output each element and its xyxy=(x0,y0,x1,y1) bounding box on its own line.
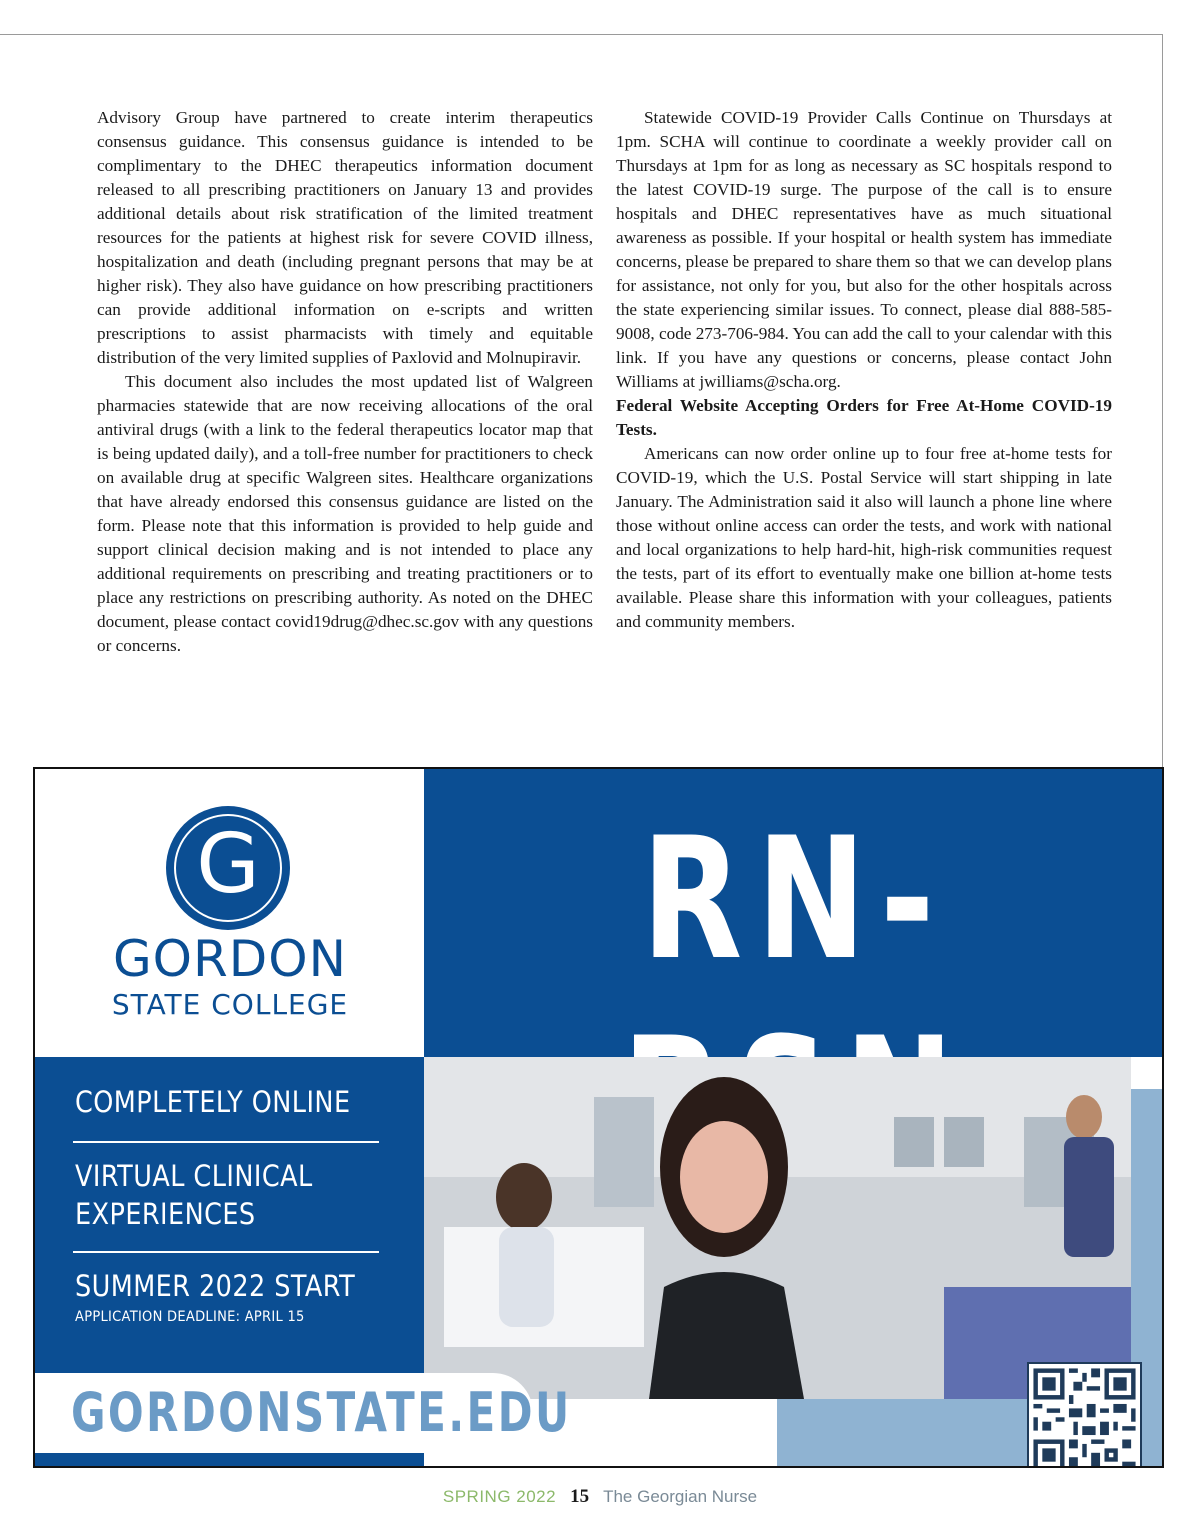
article-paragraph: Advisory Group have partnered to create interim therapeutics consensus guidance. This consensus guidance is intended to be complimentary to the DHEC therapeutics information document released to all prescribing practitioners on January 13 and provides additional details about risk stratification of the limited treatment resources for the patients at highest risk for severe COVID illness, hospitalization and death (including pregnant persons that may be at higher risk). They also have guidance on how prescribing practitioners can provide additional information on e-scripts and written prescriptions to assist pharmacists with timely and equitable distribution of the very limited supplies of Paxlovid and Molnupiravir. xyxy=(97,108,593,367)
article-right-column xyxy=(616,106,1112,634)
article-left-column xyxy=(97,106,593,658)
publication-name: The Georgian Nurse xyxy=(603,1487,758,1506)
feature-virtual-clinical: VIRTUAL CLINICAL EXPERIENCES xyxy=(75,1159,313,1231)
college-name: GORDON xyxy=(112,930,348,988)
feature-online: COMPLETELY ONLINE xyxy=(75,1085,351,1119)
college-logo-emblem xyxy=(166,806,290,930)
feature-start-date: SUMMER 2022 START xyxy=(75,1269,356,1303)
qr-code-graphic xyxy=(1029,1364,1140,1468)
logo-letter: G xyxy=(196,817,260,912)
program-headline: RN- xyxy=(641,801,949,997)
page-frame-right-line xyxy=(1162,34,1163,774)
college-subname: STATE COLLEGE xyxy=(111,988,349,1021)
footer-issue: SPRING 2022 xyxy=(442,1487,557,1506)
nursing-students-photo xyxy=(424,1057,1131,1399)
feature-divider xyxy=(73,1251,379,1253)
page-frame-top-line xyxy=(0,34,1163,35)
page-number: 15 xyxy=(570,1486,590,1507)
application-deadline: APPLICATION DEADLINE: APRIL 15 xyxy=(75,1309,305,1325)
gordon-state-advertisement xyxy=(33,767,1164,1468)
feature-divider xyxy=(73,1141,379,1143)
article-paragraph: This document also includes the most updated list of Walgreen pharmacies statewide that are now receiving allocations of the oral antiviral drugs (with a link to the federal therapeutics locator map that is being updated daily), and a toll-free number for practitioners to check on available drug at specific Walgreen sites. Healthcare organizations that have already endorsed this consensus guidance are listed on the form. Please note that this information is provided to help guide and support clinical decision making and is not intended to place any additional requirements on prescribing and treating practitioners or to place any restrictions on prescribing authority. As noted on the DHEC document, please contact covid19drug@dhec.sc.gov with any questions or concerns. xyxy=(97,372,593,655)
page-footer xyxy=(0,1486,1200,1508)
qr-code[interactable] xyxy=(1027,1362,1142,1468)
article-paragraph: Americans can now order online up to four free at-home tests for COVID-19, which the U.S. Postal Service will start shipping in late January. The Administration said it also will launch a phone line where those without online access can order the tests, and work with national and local organizations to help hard-hit, high-risk communities request the tests, part of its effort to eventually make one billion at-home tests available. Please share this information with your colleagues, patients and community members. xyxy=(616,444,1112,631)
college-website-url[interactable]: GORDONSTATE.EDU xyxy=(71,1381,572,1444)
article-subheading: Federal Website Accepting Orders for Free At-Home COVID-19 Tests. xyxy=(616,396,1112,439)
photo-illustration xyxy=(424,1057,1131,1399)
article-paragraph: Statewide COVID-19 Provider Calls Continue on Thursdays at 1pm. SCHA will continue to coordinate a weekly provider call on Thursdays at 1pm for as long as necessary as SC hospitals respond to the latest COVID-19 surge. The purpose of the call is to ensure hospitals and DHEC representatives have as much situational awareness as possible. If your hospital or health system has immediate concerns, please be prepared to share them so that we can develop plans for assistance, not only for you, but also for the other hospitals across the state experiencing similar issues. To connect, please dial 888-585-9008, code 273-706-984. You can add the call to your calendar with this link. If you have any questions or concerns, please contact John Williams at jwilliams@scha.org. xyxy=(616,108,1112,391)
